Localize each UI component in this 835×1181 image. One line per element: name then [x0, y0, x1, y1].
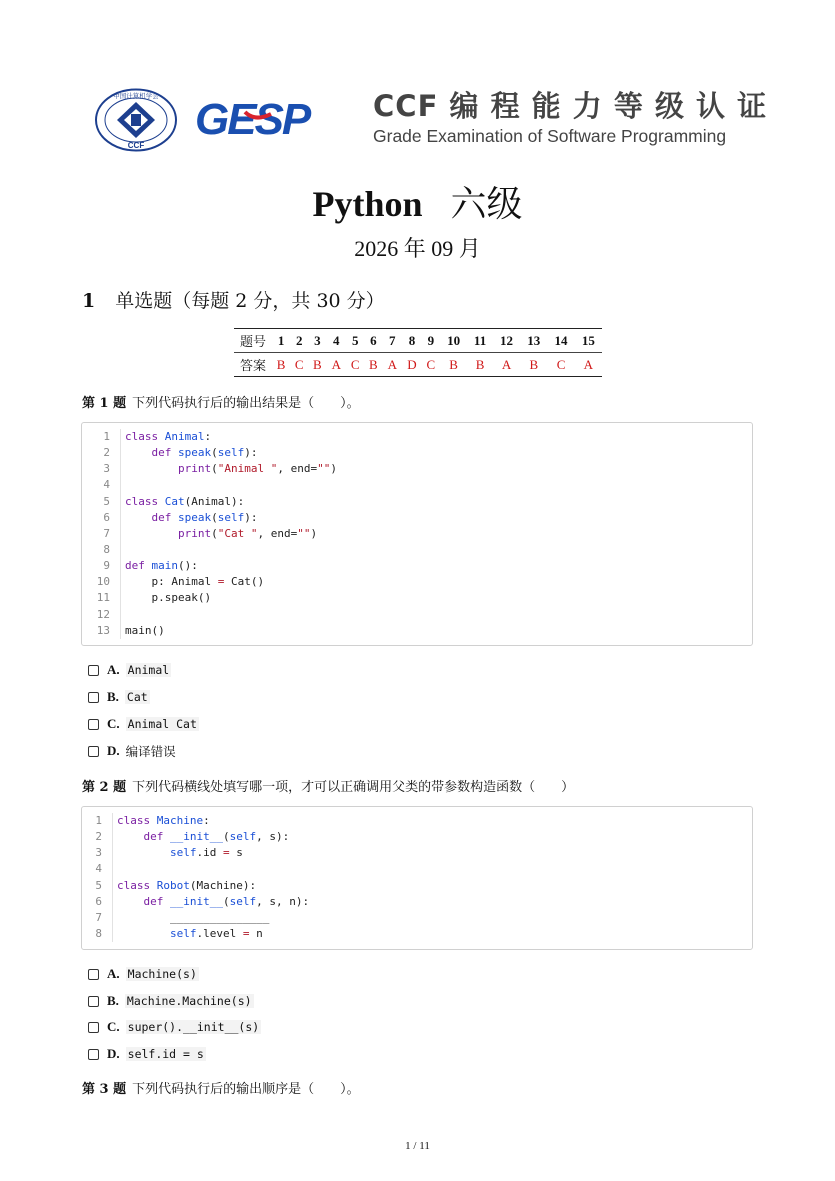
question-number: 第 3 题	[82, 1082, 127, 1097]
question-1-option-c[interactable]	[88, 716, 199, 732]
question-2-code	[81, 806, 753, 950]
code-line: 5 class Cat(Animal):	[82, 494, 752, 510]
answer-table-header-row	[234, 329, 602, 353]
brand-cn: CCF 编 程 能 力 等 级 认 证	[373, 89, 768, 123]
option-letter: B.	[107, 993, 119, 1008]
answer-cell: B	[529, 356, 539, 372]
checkbox-icon[interactable]	[88, 746, 99, 757]
code-line: 3 print("Animal ", end="")	[82, 461, 752, 477]
code-line: 11 p.speak()	[82, 590, 752, 606]
code-line: 1 class Animal:	[82, 429, 752, 445]
logo-row	[95, 88, 768, 154]
checkbox-icon[interactable]	[88, 1022, 99, 1033]
code-line: 13 main()	[82, 623, 752, 639]
option-text: super().__init__(s)	[127, 1020, 260, 1034]
answer-cell: A	[501, 356, 512, 372]
row-label-answer: 答案	[239, 359, 266, 374]
option-text: 编译错误	[125, 744, 176, 759]
code-line: 2 def speak(self):	[82, 445, 752, 461]
question-2-option-a[interactable]	[88, 966, 199, 982]
code-line: 4	[82, 861, 752, 877]
question-1-stem	[82, 392, 360, 411]
checkbox-icon[interactable]	[88, 996, 99, 1007]
answer-cell: A	[387, 356, 397, 372]
seal-text-bottom: CCF	[127, 141, 145, 150]
checkbox-icon[interactable]	[88, 1049, 99, 1060]
q-number-cell: 14	[547, 329, 574, 353]
answer-cell: A	[583, 356, 594, 372]
answer-table-answer-row	[234, 353, 602, 377]
option-letter: C.	[107, 716, 120, 731]
code-line: 6 def speak(self):	[82, 510, 752, 526]
q-number-cell: 15	[575, 329, 602, 353]
question-number: 第 2 题	[82, 780, 127, 795]
brand-en: Grade Examination of Software Programming	[373, 126, 727, 146]
code-line: 4	[82, 477, 752, 493]
option-letter: C.	[107, 1019, 120, 1034]
option-letter: B.	[107, 689, 119, 704]
section-number: 1	[82, 290, 96, 312]
code-line: 2 def __init__(self, s):	[82, 829, 752, 845]
answer-cell: C	[426, 356, 436, 372]
row-label-number: 题号	[234, 329, 272, 353]
answer-cell: D	[407, 356, 417, 372]
option-text: Animal	[127, 663, 170, 677]
q-number-cell: 13	[520, 329, 547, 353]
code-line: 1 class Machine:	[82, 813, 752, 829]
answer-cell: A	[331, 356, 341, 372]
question-text: 下列代码执行后的输出结果是（ ）。	[132, 396, 360, 411]
question-number: 第 1 题	[82, 396, 127, 411]
q-number-cell: 5	[346, 329, 364, 353]
answer-cell: B	[369, 356, 378, 372]
answer-cell: B	[475, 356, 485, 372]
section-label: 单选题（每题 2 分，共 30 分）	[115, 290, 385, 312]
answer-cell: B	[276, 356, 286, 372]
question-2-stem	[82, 776, 574, 795]
checkbox-icon[interactable]	[88, 969, 99, 980]
ccf-seal-logo	[95, 88, 177, 152]
title-lang: Python	[312, 184, 423, 224]
answer-table	[234, 328, 602, 377]
option-text: Machine(s)	[127, 967, 197, 981]
brand-block	[373, 88, 767, 147]
code-line: 12	[82, 607, 752, 623]
question-1-option-a[interactable]	[88, 662, 171, 678]
answer-cell: B	[313, 356, 322, 372]
code-line: 8 self.level = n	[82, 926, 752, 942]
code-line: 8	[82, 542, 752, 558]
gesp-logo	[193, 92, 347, 142]
q-number-cell: 11	[467, 329, 493, 353]
q-number-cell: 8	[402, 329, 422, 353]
answer-cell: C	[556, 356, 566, 372]
question-3-stem	[82, 1078, 360, 1097]
q-number-cell: 2	[290, 329, 308, 353]
option-text: Machine.Machine(s)	[126, 994, 252, 1008]
option-text: Cat	[126, 690, 148, 704]
code-line: 6 def __init__(self, s, n):	[82, 894, 752, 910]
question-text: 下列代码执行后的输出顺序是（ ）。	[132, 1082, 360, 1097]
title-level: 六级	[450, 184, 523, 225]
question-2-option-b[interactable]	[88, 993, 254, 1009]
option-letter: A.	[107, 662, 120, 677]
q-number-cell: 10	[440, 329, 467, 353]
option-text: self.id = s	[127, 1047, 204, 1061]
section-heading	[82, 286, 385, 313]
gesp-logo-text: GESP	[195, 95, 310, 142]
checkbox-icon[interactable]	[88, 692, 99, 703]
question-1-option-d[interactable]	[88, 742, 176, 760]
code-line: 10 p: Animal = Cat()	[82, 574, 752, 590]
q-number-cell: 6	[364, 329, 382, 353]
answer-cell: B	[449, 356, 458, 372]
question-2-option-c[interactable]	[88, 1019, 261, 1035]
code-line: 9 def main():	[82, 558, 752, 574]
answer-cell: C	[294, 356, 304, 372]
checkbox-icon[interactable]	[88, 665, 99, 676]
checkbox-icon[interactable]	[88, 719, 99, 730]
question-text: 下列代码横线处填写哪一项，才可以正确调用父类的带参数构造函数（ ）	[132, 780, 575, 795]
code-line: 5 class Robot(Machine):	[82, 878, 752, 894]
page-number: 1 / 11	[405, 1140, 430, 1152]
question-1-code	[81, 422, 753, 646]
option-letter: D.	[107, 1046, 120, 1061]
code-line: 3 self.id = s	[82, 845, 752, 861]
q-number-cell: 1	[272, 329, 290, 353]
question-2-option-d[interactable]	[88, 1046, 206, 1062]
q-number-cell: 12	[493, 329, 520, 353]
q-number-cell: 4	[326, 329, 346, 353]
code-line: 7 print("Cat ", end="")	[82, 526, 752, 542]
option-letter: A.	[107, 966, 120, 981]
q-number-cell: 7	[382, 329, 402, 353]
option-text: Animal Cat	[127, 717, 197, 731]
q-number-cell: 3	[308, 329, 326, 353]
question-1-option-b[interactable]	[88, 689, 150, 705]
doc-date: 2026 年 09 月	[354, 236, 481, 261]
answer-cell: C	[350, 356, 360, 372]
option-letter: D.	[107, 743, 120, 758]
seal-text-top: 中国计算机学会	[113, 92, 159, 100]
doc-title	[0, 176, 835, 227]
q-number-cell: 9	[422, 329, 440, 353]
code-line: 7 _______________	[82, 910, 752, 926]
